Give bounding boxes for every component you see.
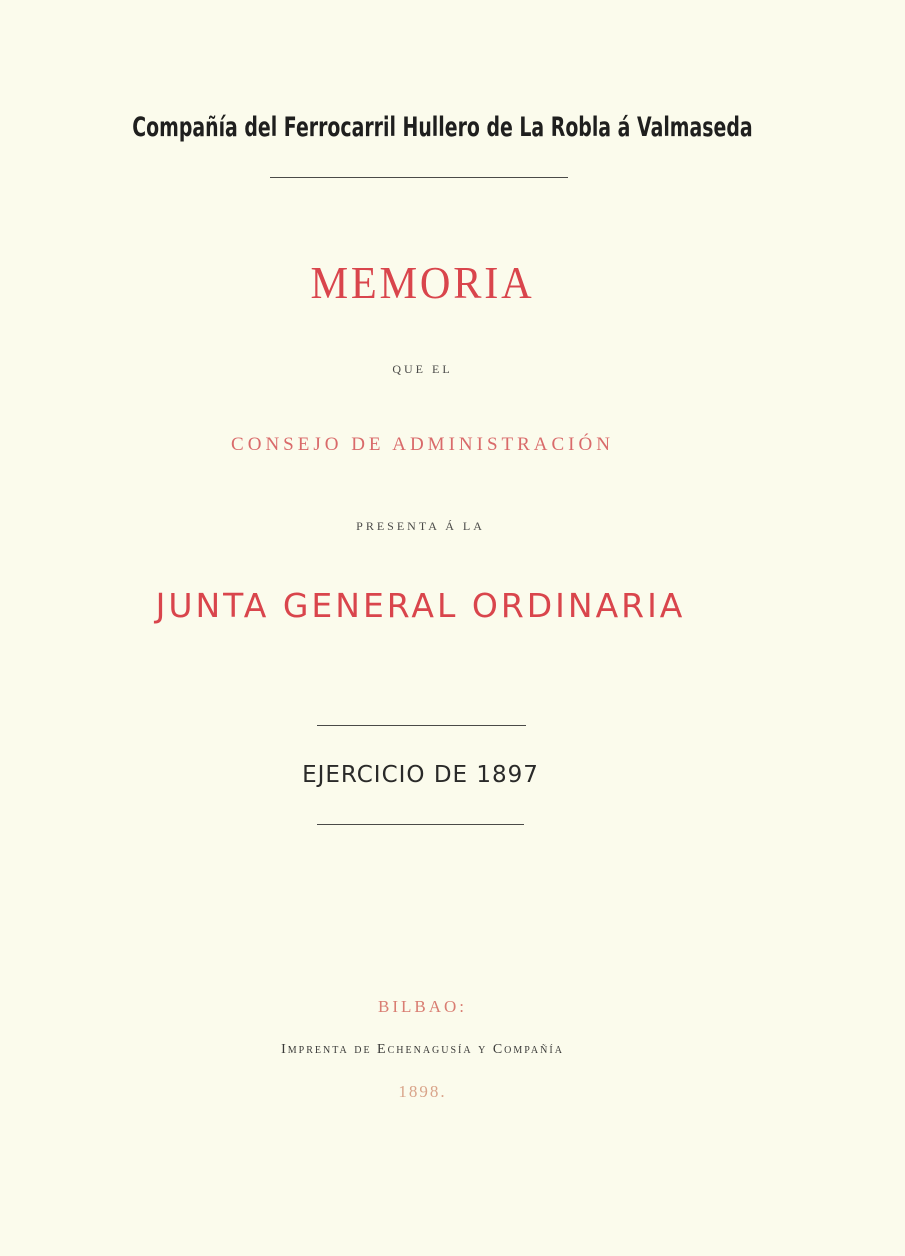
- printer-text: Imprenta de Echenagusía y Compañía: [281, 1042, 564, 1057]
- city-text: BILBAO:: [378, 997, 467, 1016]
- presenta-text: PRESENTA Á LA: [356, 519, 485, 533]
- que-el-text: QUE EL: [392, 362, 453, 376]
- document-title: MEMORIA: [310, 257, 535, 308]
- junta-text: JUNTA GENERAL ORDINARIA: [155, 586, 686, 625]
- company-name: Compañía del Ferrocarril Hullero de La Robla á Valmaseda: [132, 112, 753, 143]
- ejercicio-text: EJERCICIO DE 1897: [302, 762, 539, 788]
- middle-rule-lower: [317, 824, 524, 825]
- year-text: 1898.: [398, 1082, 447, 1101]
- top-rule: [270, 177, 568, 178]
- middle-rule-upper: [317, 725, 526, 726]
- consejo-text: CONSEJO DE ADMINISTRACIÓN: [231, 434, 614, 455]
